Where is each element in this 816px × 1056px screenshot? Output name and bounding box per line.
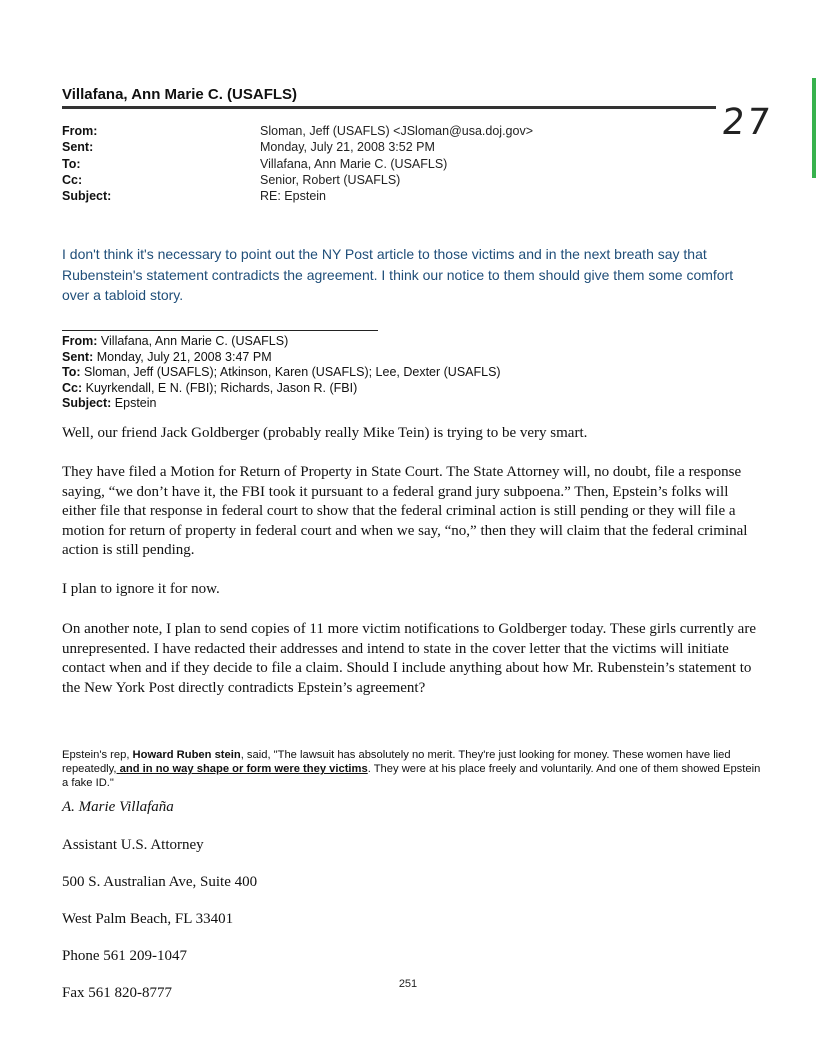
orig-cc: Kuyrkendall, E N. (FBI); Richards, Jason R. (FBI) [85,380,358,395]
header-sent [62,140,662,156]
body-paragraph: Well, our friend Jack Goldberger (probably really Mike Tein) is trying to be very smart. [62,425,588,441]
header-value: Sloman, Jeff (USAFLS) <JSloman@usa.doj.gov> [260,124,534,138]
quote-speaker: Howard Ruben stein [132,749,241,761]
header-from [62,124,662,140]
title-rule [62,106,716,109]
orig-from: Villafana, Ann Marie C. (USAFLS) [100,334,289,348]
signature-address-line2: West Palm Beach, FL 33401 [62,911,234,927]
header-subject [62,189,662,205]
quote-text: , said, "The lawsuit has absolutely no merit. They're just looking for money. These women have lied repeatedly, [62,749,731,775]
header-to [62,157,662,173]
header-value: RE: Epstein [260,189,327,204]
original-message-separator [62,330,378,331]
orig-sent: Monday, July 21, 2008 3:47 PM [96,349,272,364]
reply-message: I don't think it's necessary to point out the NY Post article to those victims and in the next breath say that Rubenstein's statement contradicts the agreement. I think our notice to them should give them some comfort over a tabloid story. [62,246,734,303]
quote-emphasis: and in no way shape or form were they victims [116,763,368,775]
orig-from-label: From: [62,334,98,348]
original-message-header [62,334,762,412]
quote-suffix: . They were at his place freely and voluntarily. And one of them showed Epstein a fake ID." [62,763,761,789]
header-value: Villafana, Ann Marie C. (USAFLS) [260,156,448,171]
orig-sent-label: Sent: [62,349,94,364]
orig-to-label: To: [62,365,81,379]
message-header [62,124,662,205]
orig-subject-label: Subject: [62,396,112,410]
signature-fax: Fax 561 820-8777 [62,985,172,1001]
header-label: Cc: [62,172,83,187]
body-paragraph: They have filed a Motion for Return of Property in State Court. The State Attorney will, no doubt, file a response saying, “we don’t have it, the FBI took it pursuant to a federal grand jury subpoena.” Then, Epstein’s folks will either file that response in federal court to show that the federal criminal action is still pending or they will file a motion for return of property in federal court and when we say, “no,” then they will claim that the federal criminal action is still pending. [62,464,748,559]
header-label: From: [62,124,98,138]
news-quote [62,748,762,790]
handwritten-page-mark: 27 [719,102,774,143]
body-paragraph: On another note, I plan to send copies of 11 more victim notifications to Goldberger today. These girls currently are unrepresented. I have redacted their addresses and intend to state in the cover letter that the victims will initiate contact when and if they decide to file a claim. Should I include anything about how Mr. Rubenstein’s statement to the New York Post directly contradicts Epstein’s agreement? [62,621,756,696]
page-number: 251 [398,978,418,990]
header-cc [62,173,662,189]
header-label: Subject: [62,189,112,204]
header-value: Senior, Robert (USAFLS) [260,172,401,187]
orig-subject: Epstein [114,396,157,410]
header-label: To: [62,156,81,171]
header-value: Monday, July 21, 2008 3:52 PM [260,140,435,155]
signature-title: Assistant U.S. Attorney [62,837,204,853]
orig-cc-label: Cc: [62,380,83,395]
body-paragraph: I plan to ignore it for now. [62,581,220,597]
quote-prefix: Epstein's rep, [62,749,133,761]
signature-name: A. Marie Villafaña [62,799,174,815]
page-edge-mark [812,78,816,178]
header-label: Sent: [62,140,94,155]
mailbox-owner-title: Villafana, Ann Marie C. (USAFLS) [62,86,298,103]
signature-phone: Phone 561 209-1047 [62,948,187,964]
orig-to: Sloman, Jeff (USAFLS); Atkinson, Karen (USAFLS); Lee, Dexter (USAFLS) [84,365,501,379]
signature-address-line1: 500 S. Australian Ave, Suite 400 [62,874,258,890]
